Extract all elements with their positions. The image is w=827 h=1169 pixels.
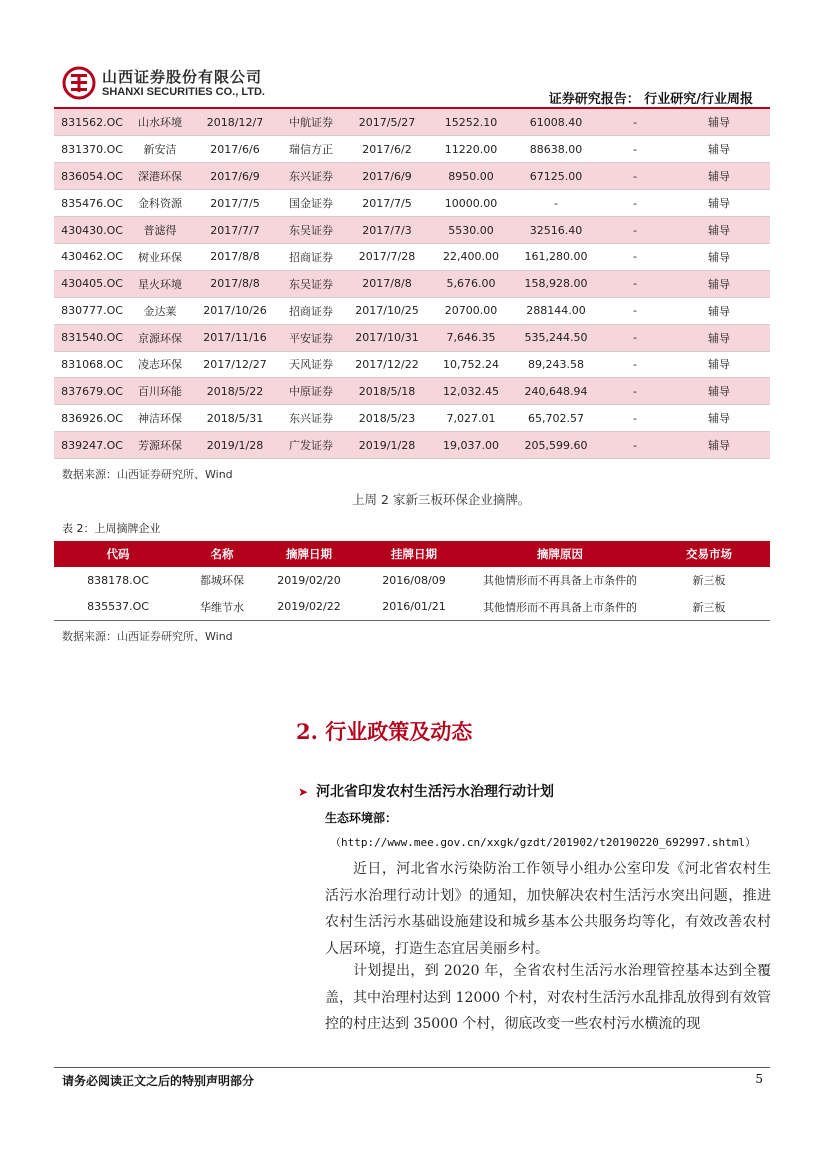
section-title: 2. 行业政策及动态 bbox=[296, 719, 473, 744]
column-header: 挂牌日期 bbox=[391, 547, 437, 561]
table-cell: 辅导 bbox=[668, 217, 770, 244]
table-row bbox=[54, 432, 770, 459]
table-cell: 2019/1/28 bbox=[342, 432, 432, 459]
table-cell: 中航证券 bbox=[280, 109, 342, 136]
table-cell: - bbox=[602, 297, 668, 324]
table-cell: 芳源环保 bbox=[130, 432, 190, 459]
table-cell: 2018/12/7 bbox=[190, 109, 280, 136]
table-row bbox=[54, 136, 770, 163]
data-source-note: 数据来源：山西证券研究所、Wind bbox=[62, 630, 233, 643]
table-cell: - bbox=[602, 243, 668, 270]
column-header: 摘牌原因 bbox=[537, 547, 583, 561]
news-source-link[interactable]: （http://www.mee.gov.cn/xxgk/gzdt/201902/t20190220_692997.shtml） bbox=[330, 836, 756, 849]
table-cell: 20700.00 bbox=[432, 297, 510, 324]
table-cell: 5530.00 bbox=[432, 217, 510, 244]
table-cell: 辅导 bbox=[668, 405, 770, 432]
table-cell: 新三板 bbox=[692, 574, 726, 588]
table-cell: 835537.OC bbox=[87, 600, 149, 613]
table-cell: 瑞信方正 bbox=[280, 136, 342, 163]
table-cell: 2017/7/3 bbox=[342, 217, 432, 244]
table-cell: 2017/11/16 bbox=[190, 324, 280, 351]
news-headline-text: 河北省印发农村生活污水治理行动计划 bbox=[316, 784, 555, 800]
table-cell: 67125.00 bbox=[510, 163, 602, 190]
table-row bbox=[54, 567, 770, 594]
table-cell: 招商证券 bbox=[280, 243, 342, 270]
table-cell: - bbox=[602, 324, 668, 351]
table-cell: 其他情形而不再具备上市条件的 bbox=[483, 600, 637, 614]
table-cell: 205,599.60 bbox=[510, 432, 602, 459]
table-cell: 831068.OC bbox=[54, 351, 130, 378]
table-cell: 830777.OC bbox=[54, 297, 130, 324]
table-row bbox=[54, 243, 770, 270]
table-cell: 中原证券 bbox=[280, 378, 342, 405]
table-cell: 288144.00 bbox=[510, 297, 602, 324]
table-cell: 2019/02/20 bbox=[277, 573, 341, 587]
table-cell: 都城环保 bbox=[200, 574, 244, 588]
table-cell: 430462.OC bbox=[54, 243, 130, 270]
table-cell: 11220.00 bbox=[432, 136, 510, 163]
table-cell: 88638.00 bbox=[510, 136, 602, 163]
table-cell: - bbox=[602, 109, 668, 136]
delisting-summary: 上周 2 家新三板环保企业摘牌。 bbox=[352, 492, 531, 507]
table-cell: 831370.OC bbox=[54, 136, 130, 163]
table-cell: 新安洁 bbox=[130, 136, 190, 163]
table-cell: 其他情形而不再具备上市条件的 bbox=[483, 574, 637, 588]
table-row bbox=[54, 324, 770, 351]
table-cell: 平安证券 bbox=[280, 324, 342, 351]
table-cell: 61008.40 bbox=[510, 109, 602, 136]
table-row bbox=[54, 297, 770, 324]
table-cell: 深港环保 bbox=[130, 163, 190, 190]
table-cell: 2017/5/27 bbox=[342, 109, 432, 136]
table-cell: 2019/1/28 bbox=[190, 432, 280, 459]
table-cell: 2018/5/22 bbox=[190, 378, 280, 405]
table-cell: - bbox=[602, 163, 668, 190]
table-cell: 2018/5/23 bbox=[342, 405, 432, 432]
table-row bbox=[54, 109, 770, 136]
table-cell: 辅导 bbox=[668, 136, 770, 163]
table-cell: 2017/8/8 bbox=[190, 243, 280, 270]
ipo-guidance-table bbox=[54, 109, 770, 459]
table-cell: 2017/7/5 bbox=[342, 190, 432, 217]
table-cell: 15252.10 bbox=[432, 109, 510, 136]
company-name-en: SHANXI SECURITIES CO., LTD. bbox=[102, 86, 265, 98]
table-cell: 240,648.94 bbox=[510, 378, 602, 405]
table-cell: 凌志环保 bbox=[130, 351, 190, 378]
table-cell: - bbox=[602, 136, 668, 163]
table-cell: 京源环保 bbox=[130, 324, 190, 351]
table-cell: - bbox=[602, 190, 668, 217]
table-cell: 10000.00 bbox=[432, 190, 510, 217]
table-cell: 2017/6/9 bbox=[342, 163, 432, 190]
table-cell: 辅导 bbox=[668, 270, 770, 297]
table-cell: - bbox=[602, 432, 668, 459]
table-cell: 2017/8/8 bbox=[342, 270, 432, 297]
table-cell: 2017/10/26 bbox=[190, 297, 280, 324]
table-cell: 2018/5/18 bbox=[342, 378, 432, 405]
table-cell: 辅导 bbox=[668, 243, 770, 270]
table-cell: 辅导 bbox=[668, 432, 770, 459]
table-cell: 国金证券 bbox=[280, 190, 342, 217]
table-cell: 158,928.00 bbox=[510, 270, 602, 297]
table-cell: 广发证券 bbox=[280, 432, 342, 459]
table-cell: 7,646.35 bbox=[432, 324, 510, 351]
table-cell: 2018/5/31 bbox=[190, 405, 280, 432]
column-header: 名称 bbox=[210, 547, 234, 561]
table-cell: 19,037.00 bbox=[432, 432, 510, 459]
table-cell: 东兴证券 bbox=[280, 163, 342, 190]
table-cell: 新三板 bbox=[692, 600, 726, 614]
table-cell: 辅导 bbox=[668, 324, 770, 351]
table-cell: 7,027.01 bbox=[432, 405, 510, 432]
table-cell: 22,400.00 bbox=[432, 243, 510, 270]
table-cell: 12,032.45 bbox=[432, 378, 510, 405]
table-cell: 辅导 bbox=[668, 109, 770, 136]
table-cell: - bbox=[510, 190, 602, 217]
table-header-row bbox=[54, 541, 770, 567]
news-headline bbox=[298, 781, 554, 801]
table-cell: 8950.00 bbox=[432, 163, 510, 190]
table-cell: 招商证券 bbox=[280, 297, 342, 324]
data-source-note: 数据来源：山西证券研究所、Wind bbox=[62, 468, 233, 481]
table-row bbox=[54, 351, 770, 378]
company-logo bbox=[62, 66, 362, 106]
company-name-cn: 山西证券股份有限公司 bbox=[102, 68, 263, 86]
table-cell: 东吴证券 bbox=[280, 270, 342, 297]
page-number: 5 bbox=[755, 1072, 763, 1086]
table-cell: 东吴证券 bbox=[280, 217, 342, 244]
table-cell: 2017/12/22 bbox=[342, 351, 432, 378]
table-row bbox=[54, 163, 770, 190]
table-cell: 430405.OC bbox=[54, 270, 130, 297]
table-row bbox=[54, 270, 770, 297]
table-cell: 836926.OC bbox=[54, 405, 130, 432]
column-header: 摘牌日期 bbox=[286, 547, 332, 561]
table-row bbox=[54, 405, 770, 432]
table-cell: 2016/01/21 bbox=[382, 600, 446, 613]
table-cell: 神洁环保 bbox=[130, 405, 190, 432]
table-cell: 2017/6/6 bbox=[190, 136, 280, 163]
table-cell: 2017/12/27 bbox=[190, 351, 280, 378]
table-cell: 2017/10/31 bbox=[342, 324, 432, 351]
table-cell: 2016/08/09 bbox=[382, 573, 446, 587]
table-cell: 535,244.50 bbox=[510, 324, 602, 351]
table-cell: 辅导 bbox=[668, 190, 770, 217]
column-header: 代码 bbox=[106, 547, 130, 561]
table-cell: 831540.OC bbox=[54, 324, 130, 351]
news-paragraph: 计划提出，到 2020 年，全省农村生活污水治理管控基本达到全覆盖，其中治理村达到 12000 个村，对农村生活污水乱排乱放得到有效管控的村庄达到 35000 个村，彻底改变一些农村污水横流的现 bbox=[325, 963, 771, 1032]
table-cell: - bbox=[602, 217, 668, 244]
table-cell: 2017/8/8 bbox=[190, 270, 280, 297]
table-cell: 839247.OC bbox=[54, 432, 130, 459]
table-cell: 金达莱 bbox=[130, 297, 190, 324]
table-cell: 2017/6/9 bbox=[190, 163, 280, 190]
table-row bbox=[54, 190, 770, 217]
table-cell: 65,702.57 bbox=[510, 405, 602, 432]
table-cell: 161,280.00 bbox=[510, 243, 602, 270]
column-header: 交易市场 bbox=[686, 547, 732, 561]
table-cell: 辅导 bbox=[668, 163, 770, 190]
table-cell: 华维节水 bbox=[200, 600, 244, 614]
table-cell: 2017/7/28 bbox=[342, 243, 432, 270]
footer-disclaimer: 请务必阅读正文之后的特别声明部分 bbox=[62, 1074, 255, 1088]
table-cell: 辅导 bbox=[668, 378, 770, 405]
table-cell: 辅导 bbox=[668, 351, 770, 378]
news-paragraph: 近日，河北省水污染防治工作领导小组办公室印发《河北省农村生活污水治理行动计划》的通知，加快解决农村生活污水突出问题，推进农村生活污水基础设施建设和城乡基本公共服务均等化，有效改善农村人居环境，打造生态宜居美丽乡村。 bbox=[325, 861, 771, 957]
table-cell: 838178.OC bbox=[87, 573, 149, 587]
table-cell: 2019/02/22 bbox=[277, 600, 341, 613]
table-cell: 430430.OC bbox=[54, 217, 130, 244]
table-cell: 金科资源 bbox=[130, 190, 190, 217]
table-cell: 836054.OC bbox=[54, 163, 130, 190]
table-cell: - bbox=[602, 378, 668, 405]
table-caption: 表 2：上周摘牌企业 bbox=[62, 522, 161, 535]
table-cell: 星火环境 bbox=[130, 270, 190, 297]
company-emblem-icon bbox=[62, 66, 96, 100]
table-cell: 2017/6/2 bbox=[342, 136, 432, 163]
report-type: 证券研究报告： 行业研究/行业周报 bbox=[548, 92, 753, 107]
table-cell: 2017/7/7 bbox=[190, 217, 280, 244]
table-cell: 山水环境 bbox=[130, 109, 190, 136]
footer-divider bbox=[54, 1067, 770, 1068]
table-cell: 东兴证券 bbox=[280, 405, 342, 432]
table-cell: 5,676.00 bbox=[432, 270, 510, 297]
table-row bbox=[54, 378, 770, 405]
table-cell: 2017/10/25 bbox=[342, 297, 432, 324]
delisted-companies-table bbox=[54, 541, 770, 621]
arrow-bullet-icon: ➤ bbox=[298, 785, 309, 799]
table-cell: 百川环能 bbox=[130, 378, 190, 405]
table-row bbox=[54, 217, 770, 244]
table-cell: 831562.OC bbox=[54, 109, 130, 136]
table-cell: 89,243.58 bbox=[510, 351, 602, 378]
table-cell: 2017/7/5 bbox=[190, 190, 280, 217]
table-cell: 837679.OC bbox=[54, 378, 130, 405]
table-row bbox=[54, 594, 770, 621]
table-cell: 普滤得 bbox=[130, 217, 190, 244]
table-cell: 天风证券 bbox=[280, 351, 342, 378]
table-cell: 32516.40 bbox=[510, 217, 602, 244]
table-cell: 10,752.24 bbox=[432, 351, 510, 378]
table-cell: - bbox=[602, 405, 668, 432]
table-cell: 辅导 bbox=[668, 297, 770, 324]
news-source-name: 生态环境部： bbox=[325, 811, 398, 825]
table-cell: - bbox=[602, 351, 668, 378]
table-cell: - bbox=[602, 270, 668, 297]
table-cell: 835476.OC bbox=[54, 190, 130, 217]
table-cell: 树业环保 bbox=[130, 243, 190, 270]
